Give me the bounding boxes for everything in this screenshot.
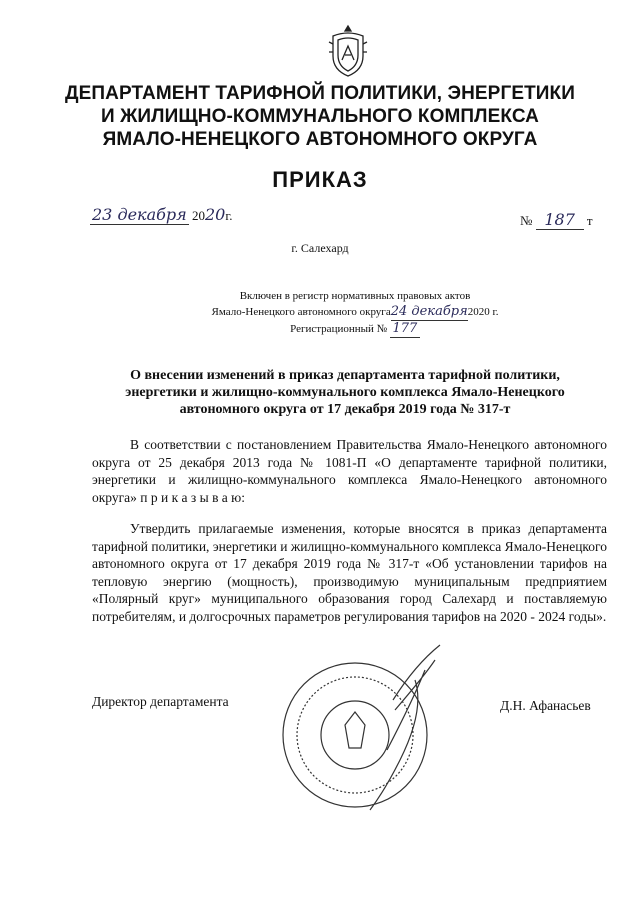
header-line-3: ЯМАЛО-НЕНЕЦКОГО АВТОНОМНОГО ОКРУГА: [102, 129, 538, 150]
official-seal: [275, 640, 450, 815]
registry-line-2: [175, 304, 535, 321]
order-number-suffix: т: [586, 213, 593, 228]
document-title: ПРИКАЗ: [272, 167, 368, 192]
order-date-year-prefix: 20: [192, 208, 205, 223]
header-line-1: ДЕПАРТАМЕНТ ТАРИФНОЙ ПОЛИТИКИ, ЭНЕРГЕТИКИ: [64, 83, 576, 104]
order-subject: О внесении изменений в приказ департамента тарифной политики, энергетики и жилищно-коммунального комплекса Ямало-Ненецкого автономного округа от 17 декабря 2019 года № 317-т: [125, 368, 565, 417]
coat-of-arms-icon: [325, 22, 371, 80]
registry-line-2-prefix: Ямало-Ненецкого автономного округа: [211, 306, 391, 318]
order-number: [520, 210, 620, 230]
order-date-year-hand: 20: [205, 205, 226, 224]
registry-line-3-prefix: Регистрационный №: [290, 323, 388, 335]
registry-line-1: Включен в регистр нормативных правовых актов: [239, 290, 471, 302]
body-paragraph-1: В соответствии с постановлением Правительства Ямало-Ненецкого автономного округа от 25 декабря 2013 года № 1081-П «О департаменте тарифной политики, энергетики и жилищно-коммунального комплекса Ямало-Ненецкого автономного округа» п р и к а з ы в а ю:: [92, 437, 607, 505]
order-date-handwritten: 23 декабря: [92, 205, 187, 224]
registry-number-hand: 177: [390, 321, 420, 338]
registry-line-2-suffix: 2020 г.: [467, 306, 499, 318]
order-number-handwritten: 187: [536, 210, 584, 230]
registry-line-3: [175, 321, 535, 338]
header-line-2: И ЖИЛИЩНО-КОММУНАЛЬНОГО КОМПЛЕКСА: [100, 106, 539, 127]
signatory-name: Д.Н. Афанасьев: [500, 698, 591, 713]
registry-date-hand: 24 декабря: [390, 304, 468, 319]
registry-stamp: [175, 288, 535, 338]
signatory-position: Директор департамента: [92, 694, 229, 709]
city: г. Салехард: [291, 241, 349, 255]
order-date: [90, 205, 290, 224]
order-number-prefix: №: [520, 213, 533, 228]
department-header: [60, 82, 580, 151]
body-paragraph-2: Утвердить прилагаемые изменения, которые вносятся в приказ департамента тарифной политики, энергетики и жилищно-коммунального комплекса Ямало-Ненецкого автономного округа от 17 декабря 2019 года № 317-т «Об установлении тарифов на тепловую энергию (мощность), производимую муниципальным предприятием «Полярный круг» муниципального образования город Салехард и поставляемую потребителям, и долгосрочных параметров регулирования тарифов на 2020 - 2024 годы».: [92, 521, 607, 624]
order-date-suffix: г.: [225, 208, 233, 223]
